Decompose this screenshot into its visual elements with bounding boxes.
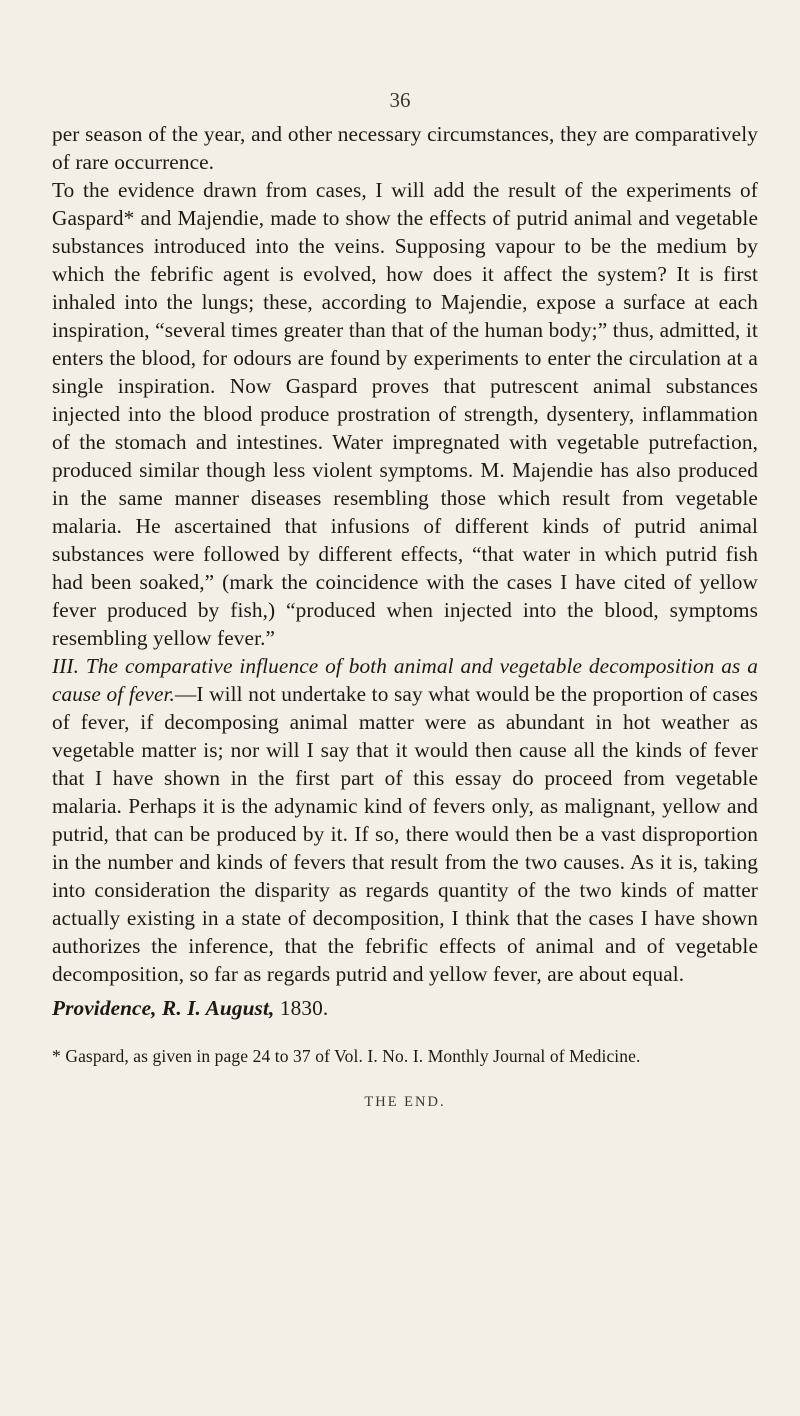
dateline-year: 1830. xyxy=(279,996,329,1020)
the-end: THE END. xyxy=(364,1094,446,1110)
body-text xyxy=(52,120,758,1111)
dateline-place: Providence, R. I. August, xyxy=(52,996,275,1020)
footnote: * Gaspard, as given in page 24 to 37 of Vol. I. No. I. Monthly Journal of Medicine. xyxy=(52,1046,641,1066)
dateline xyxy=(52,994,758,1022)
paragraph-experiments: To the evidence drawn from cases, I will add the result of the experiments of Gaspard* and Majendie, made to show the effects of putrid animal and vegetable substances introduced into the veins. Supposing vapour to be the medium by which the febrific agent is evolved, how does it affect the system? It is first inhaled into the lungs; these, according to Majendie, expose a surface at each inspiration, “several times greater than that of the human body;” thus, admitted, it enters the blood, for odours are found by experiments to enter the circulation at a single inspiration. Now Gaspard proves that putrescent animal substances injected into the blood produce prostration of strength, dysentery, inflammation of the stomach and intestines. Water impregnated with vegetable putrefaction, produced similar though less violent symptoms. M. Majendie has also produced in the same manner diseases resembling those which result from vegetable malaria. He ascertained that infusions of different kinds of putrid animal substances were followed by different effects, “that water in which putrid fish had been soaked,” (mark the coincidence with the cases I have cited of yellow fever produced by fish,) “produced when injected into the blood, symptoms resembling yellow fever.” xyxy=(52,178,758,650)
paragraph-continuation: per season of the year, and other necessary circumstances, they are comparatively of rare occurrence. xyxy=(52,122,758,174)
section-three xyxy=(52,652,758,988)
spacer xyxy=(52,1022,758,1044)
section-heading: III. The comparative influence of both animal and vegetable decomposition as a cause of fever. xyxy=(52,654,758,706)
section-body: —I will not undertake to say what would be the proportion of cases of fever, if decomposing animal matter were as abundant in hot weather as vegetable matter is; nor will I say that it would then cause all the kinds of fever that I have shown in the first part of this essay do proceed from vegetable malaria. Perhaps it is the adynamic kind of fevers only, as malignant, yellow and putrid, that can be produced by it. If so, there would then be a vast disproportion in the number and kinds of fevers that result from the two causes. As it is, taking into consideration the disparity as regards quantity of the two kinds of matter actually existing in a state of decomposition, I think that the cases I have shown authorizes the inference, that the febrific effects of animal and of vegetable decomposition, so far as regards putrid and yellow fever, are about equal. xyxy=(52,682,758,986)
page-number: 36 xyxy=(389,88,411,112)
